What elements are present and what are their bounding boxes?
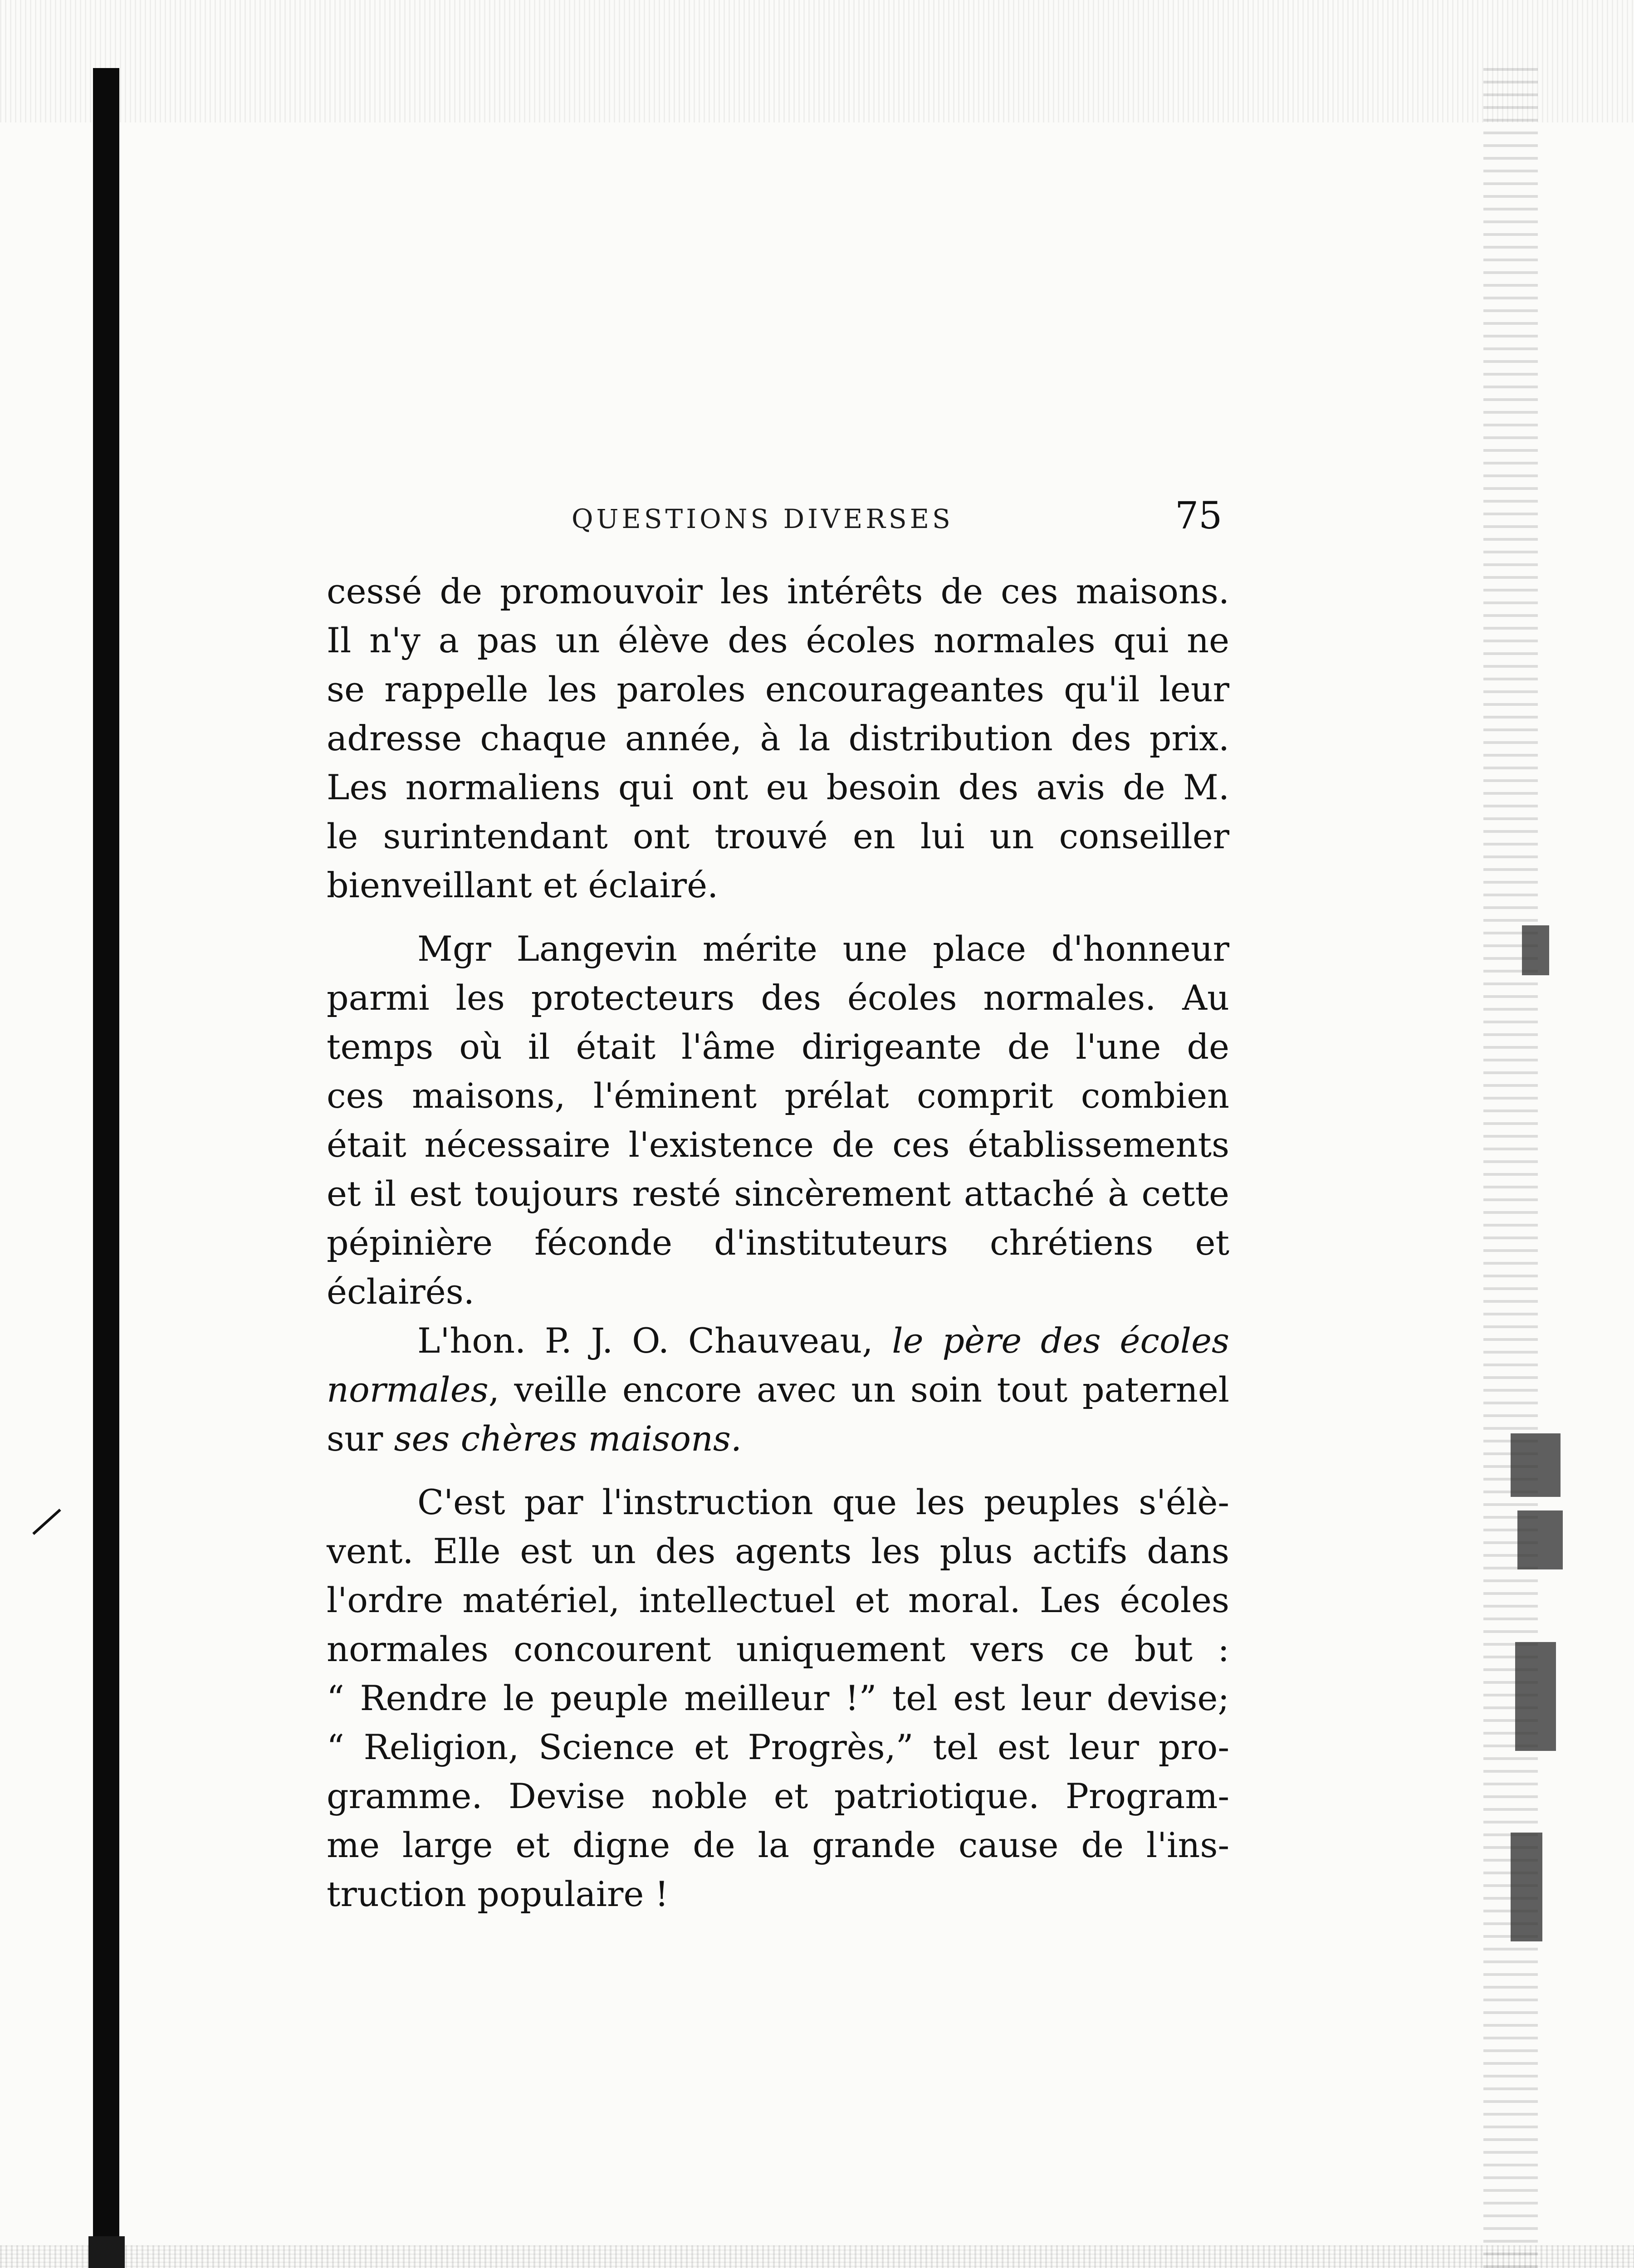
edge-mark — [1515, 1642, 1556, 1751]
text-line: C'est par l'instruction que les peuples s'élè- — [417, 1482, 1229, 1522]
paragraph-2 — [327, 924, 1229, 1316]
text-run: sur — [327, 1418, 394, 1459]
edge-mark — [1517, 1510, 1563, 1569]
text-line: se rappelle les paroles encourageantes qu'il leur — [327, 669, 1229, 709]
scan-noise-bottom — [0, 2245, 1634, 2268]
text-line: “ Religion, Science et Progrès,” tel est leur pro- — [327, 1727, 1229, 1767]
body-text — [327, 567, 1229, 1919]
text-line: cessé de promouvoir les intérêts de ces maisons. — [327, 571, 1229, 611]
text-line: gramme. Devise noble et patriotique. Program- — [327, 1776, 1229, 1816]
text-line: vent. Elle est un des agents les plus actifs dans — [327, 1531, 1229, 1571]
text-line: bienveillant et éclairé. — [327, 865, 719, 905]
text-run: , veille encore avec un soin tout paternel — [488, 1369, 1229, 1410]
paragraph-4 — [327, 1478, 1229, 1919]
text-line: me large et digne de la grande cause de l'ins- — [327, 1825, 1229, 1865]
text-line: truction populaire ! — [327, 1874, 669, 1914]
text-line: parmi les protecteurs des écoles normales. Au — [327, 978, 1229, 1018]
text-line: Il n'y a pas un élève des écoles normales qui ne — [327, 620, 1229, 660]
text-line: Les normaliens qui ont eu besoin des avis de M. — [327, 767, 1229, 807]
text-line: l'ordre matériel, intellectuel et moral. Les écoles — [327, 1580, 1229, 1620]
text-line: éclairés. — [327, 1271, 475, 1312]
paragraph-1 — [327, 567, 1229, 910]
text-line: pépinière féconde d'instituteurs chrétiens et — [327, 1222, 1229, 1263]
text-line: normales concourent uniquement vers ce but : — [327, 1629, 1229, 1669]
text-line: était nécessaire l'existence de ces établissements — [327, 1124, 1229, 1165]
text-line — [327, 1365, 1229, 1414]
margin-mark — [32, 1509, 61, 1535]
text-line: adresse chaque année, à la distribution des prix. — [327, 718, 1229, 758]
text-line: le surintendant ont trouvé en lui un conseiller — [327, 816, 1229, 856]
edge-mark — [1522, 925, 1549, 975]
paragraph-3 — [327, 1316, 1229, 1463]
italic-run: normales — [327, 1369, 489, 1410]
italic-run: le père des écoles — [892, 1320, 1230, 1361]
italic-run: ses chères maisons. — [394, 1418, 742, 1459]
text-line — [327, 1414, 1229, 1463]
text-line — [327, 1316, 1229, 1365]
text-line: “ Rendre le peuple meilleur !” tel est leur devise; — [327, 1678, 1229, 1718]
text-run: L'hon. P. J. O. Chauveau, — [417, 1320, 892, 1361]
binding-shadow — [93, 68, 119, 2268]
text-line: ces maisons, l'éminent prélat comprit combien — [327, 1075, 1229, 1116]
edge-mark — [1511, 1833, 1542, 1941]
edge-mark — [1511, 1433, 1561, 1497]
text-line: temps où il était l'âme dirigeante de l'une de — [327, 1026, 1229, 1067]
running-head-title: QUESTIONS DIVERSES — [572, 503, 954, 534]
text-line: et il est toujours resté sincèrement attaché à cette — [327, 1173, 1229, 1214]
text-line: Mgr Langevin mérite une place d'honneur — [417, 929, 1229, 969]
binding-shadow-foot — [88, 2236, 125, 2268]
page-number: 75 — [1175, 494, 1223, 538]
scan-noise-top — [0, 0, 1634, 122]
